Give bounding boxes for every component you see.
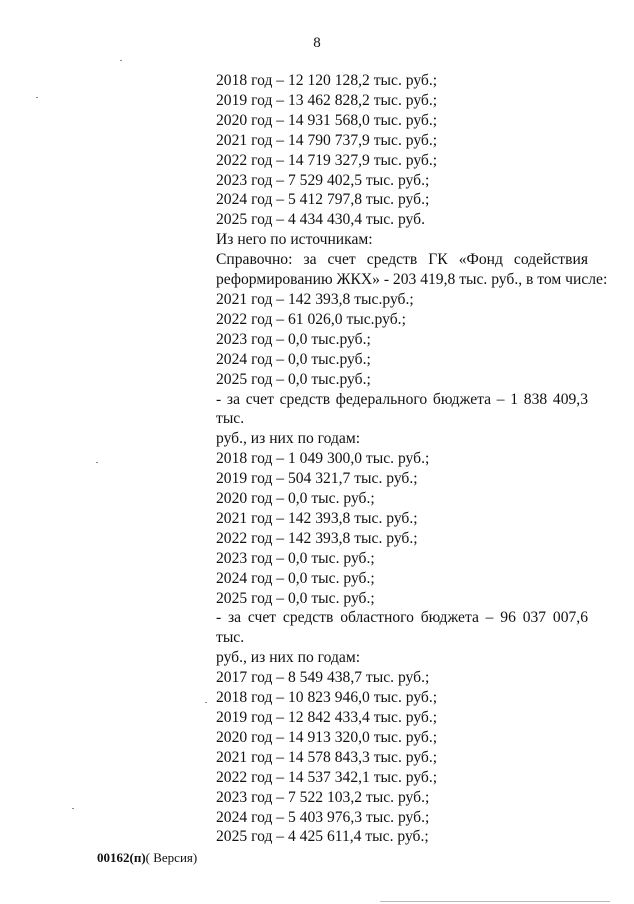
page-number: 8 [313, 35, 321, 51]
text-line: 2019 год – 12 842 433,4 тыс. руб.; [216, 709, 438, 726]
text-line: руб., из них по годам: [216, 430, 361, 448]
text-line: 2020 год – 14 931 568,0 тыс. руб.; [216, 111, 438, 129]
text-line: 2025 год – 0,0 тыс.руб.; [216, 370, 371, 388]
scan-artifact [205, 702, 207, 703]
scan-artifact [380, 901, 610, 902]
document-body [216, 71, 608, 847]
text-line: Справочно: за счет средств ГК «Фонд содействия [216, 251, 588, 269]
scan-artifact [96, 462, 98, 463]
text-line: реформированию ЖКХ» - 203 419,8 тыс. руб., в том числе: [216, 271, 608, 289]
text-line: 2019 год – 504 321,7 тыс. руб.; [216, 470, 418, 488]
text-line: 2018 год – 1 049 300,0 тыс. руб.; [216, 450, 430, 468]
text-line: 2017 год – 8 549 438,7 тыс. руб.; [216, 669, 430, 687]
text-line: 2024 год – 0,0 тыс. руб.; [216, 569, 375, 587]
text-line: 2020 год – 0,0 тыс. руб.; [216, 490, 375, 508]
text-line: 2023 год – 0,0 тыс. руб.; [216, 549, 375, 567]
text-line: 2019 год – 13 462 828,2 тыс. руб.; [216, 91, 438, 109]
text-line: 2023 год – 7 522 103,2 тыс. руб.; [216, 788, 430, 806]
scan-artifact [36, 97, 38, 98]
text-line: - за счет средств федерального бюджета – 1 838 409,3 тыс. [216, 390, 588, 428]
text-line: 2025 год – 4 434 430,4 тыс. руб. [216, 211, 425, 229]
footer-doc-code [97, 850, 197, 866]
text-line: 2023 год – 7 529 402,5 тыс. руб.; [216, 171, 430, 189]
text-line: 2020 год – 14 913 320,0 тыс. руб.; [216, 728, 438, 746]
scan-artifact [72, 808, 74, 809]
text-line: 2025 год – 0,0 тыс. руб.; [216, 589, 375, 607]
text-line: 2018 год – 12 120 128,2 тыс. руб.; [216, 72, 438, 89]
doc-version: ( Версия) [145, 850, 198, 865]
text-line: руб., из них по годам: [216, 649, 361, 667]
text-line: 2025 год – 4 425 611,4 тыс. руб.; [216, 828, 429, 846]
text-line: 2022 год – 14 719 327,9 тыс. руб.; [216, 151, 438, 169]
text-line: - за счет средств областного бюджета – 96 037 007,6 тыс. [216, 609, 588, 647]
text-line: 2024 год – 5 412 797,8 тыс. руб.; [216, 191, 430, 209]
text-line: 2021 год – 142 393,8 тыс. руб.; [216, 509, 418, 527]
text-line: 2022 год – 14 537 342,1 тыс. руб.; [216, 768, 438, 786]
text-line: 2024 год – 0,0 тыс.руб.; [216, 350, 371, 368]
text-line: 2021 год – 14 578 843,3 тыс. руб.; [216, 748, 438, 766]
text-line: 2024 год – 5 403 976,3 тыс. руб.; [216, 808, 430, 826]
doc-code: 00162(п) [97, 850, 146, 865]
text-line: 2022 год – 142 393,8 тыс. руб.; [216, 529, 418, 547]
text-line: 2023 год – 0,0 тыс.руб.; [216, 330, 371, 348]
text-line: 2022 год – 61 026,0 тыс.руб.; [216, 310, 406, 328]
text-line: Из него по источникам: [216, 231, 373, 249]
text-line: 2021 год – 142 393,8 тыс.руб.; [216, 290, 414, 308]
text-line: 2018 год – 10 823 946,0 тыс. руб.; [216, 689, 438, 707]
scan-artifact [120, 60, 122, 61]
text-line: 2021 год – 14 790 737,9 тыс. руб.; [216, 131, 438, 149]
